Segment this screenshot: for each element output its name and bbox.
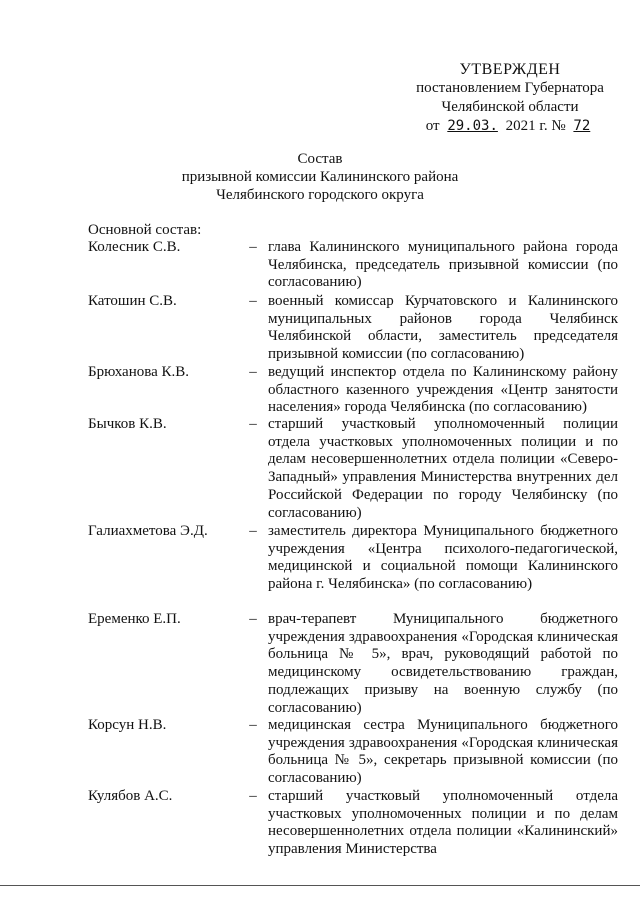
approval-date: 29.03.	[447, 118, 498, 134]
member-name: Корсун Н.В.	[88, 717, 167, 733]
approval-prefix: от	[425, 118, 440, 134]
document-heading	[120, 150, 520, 204]
member-row	[88, 239, 618, 293]
member-name: Бычков К.В.	[88, 416, 167, 432]
member-role: глава Калининского муниципального района города Челябинска, председатель призывной комиссии (по согласованию)	[268, 239, 618, 291]
approval-block	[400, 60, 620, 136]
heading-line-2: призывной комиссии Калининского района	[181, 169, 459, 185]
member-role: старший участковый уполномоченный отдела участковых уполномоченных полиции и по делам несовершеннолетних отдела полиции «Калининский» управления Министерства	[268, 788, 618, 858]
heading-line-1: Состав	[297, 151, 343, 167]
member-role: медицинская сестра Муниципального бюджетного учреждения здравоохранения «Городская клиническая больница № 5», секретарь призывной комиссии (по согласованию)	[268, 717, 618, 787]
member-name: Кулябов А.С.	[88, 788, 173, 804]
member-row	[88, 788, 618, 860]
member-name: Катошин С.В.	[88, 293, 177, 309]
member-dash: –	[249, 293, 257, 309]
member-row	[88, 611, 618, 717]
member-role: ведущий инспектор отдела по Калининскому району областного казенного учреждения «Центр занятости населения» города Челябинска (по согласованию)	[268, 364, 618, 416]
approval-number: 72	[573, 118, 591, 134]
member-dash: –	[249, 523, 257, 539]
approval-order-line	[400, 117, 620, 136]
page-bottom-edge	[0, 885, 640, 886]
member-role: военный комиссар Курчатовского и Калининского муниципальных районов города Челябинск Челябинской области, заместитель председателя призывной комиссии (по согласованию)	[268, 293, 618, 363]
member-role: врач-терапевт Муниципального бюджетного учреждения здравоохранения «Городская клиническая больница № 5», врач, руководящий работой по медицинскому освидетельствованию граждан, подлежащих призыву на военную службу (по согласованию)	[268, 611, 618, 716]
member-dash: –	[249, 239, 257, 255]
member-name: Еременко Е.П.	[88, 611, 181, 627]
approval-line-1: постановлением Губернатора	[416, 80, 604, 96]
member-role: заместитель директора Муниципального бюджетного учреждения «Центра психолого-педагогической, медицинской и социальной помощи Калининского района г. Челябинска» (по согласованию)	[268, 523, 618, 593]
members-list	[88, 239, 618, 860]
member-dash: –	[249, 416, 257, 432]
member-row	[88, 717, 618, 788]
member-dash: –	[249, 364, 257, 380]
section-label: Основной состав:	[88, 222, 202, 238]
member-name: Колесник С.В.	[88, 239, 181, 255]
member-row	[88, 416, 618, 523]
member-row	[88, 364, 618, 416]
member-name: Брюханова К.В.	[88, 364, 190, 380]
approval-line-2: Челябинской области	[441, 99, 579, 115]
approval-title: УТВЕРЖДЕН	[459, 61, 561, 78]
approval-year: 2021 г. №	[505, 118, 566, 134]
member-role: старший участковый уполномоченный полиции отдела участковых уполномоченных полиции и по делам несовершеннолетних отдела полиции «Северо-Западный» управления Министерства внутренних дел Российской Федерации по городу Челябинску (по согласованию)	[268, 416, 618, 521]
member-row	[88, 293, 618, 364]
heading-line-3: Челябинского городского округа	[216, 187, 424, 203]
member-dash: –	[249, 788, 257, 804]
member-dash: –	[249, 717, 257, 733]
member-row	[88, 523, 618, 611]
member-name: Галиахметова Э.Д.	[88, 523, 208, 539]
member-dash: –	[249, 611, 257, 627]
